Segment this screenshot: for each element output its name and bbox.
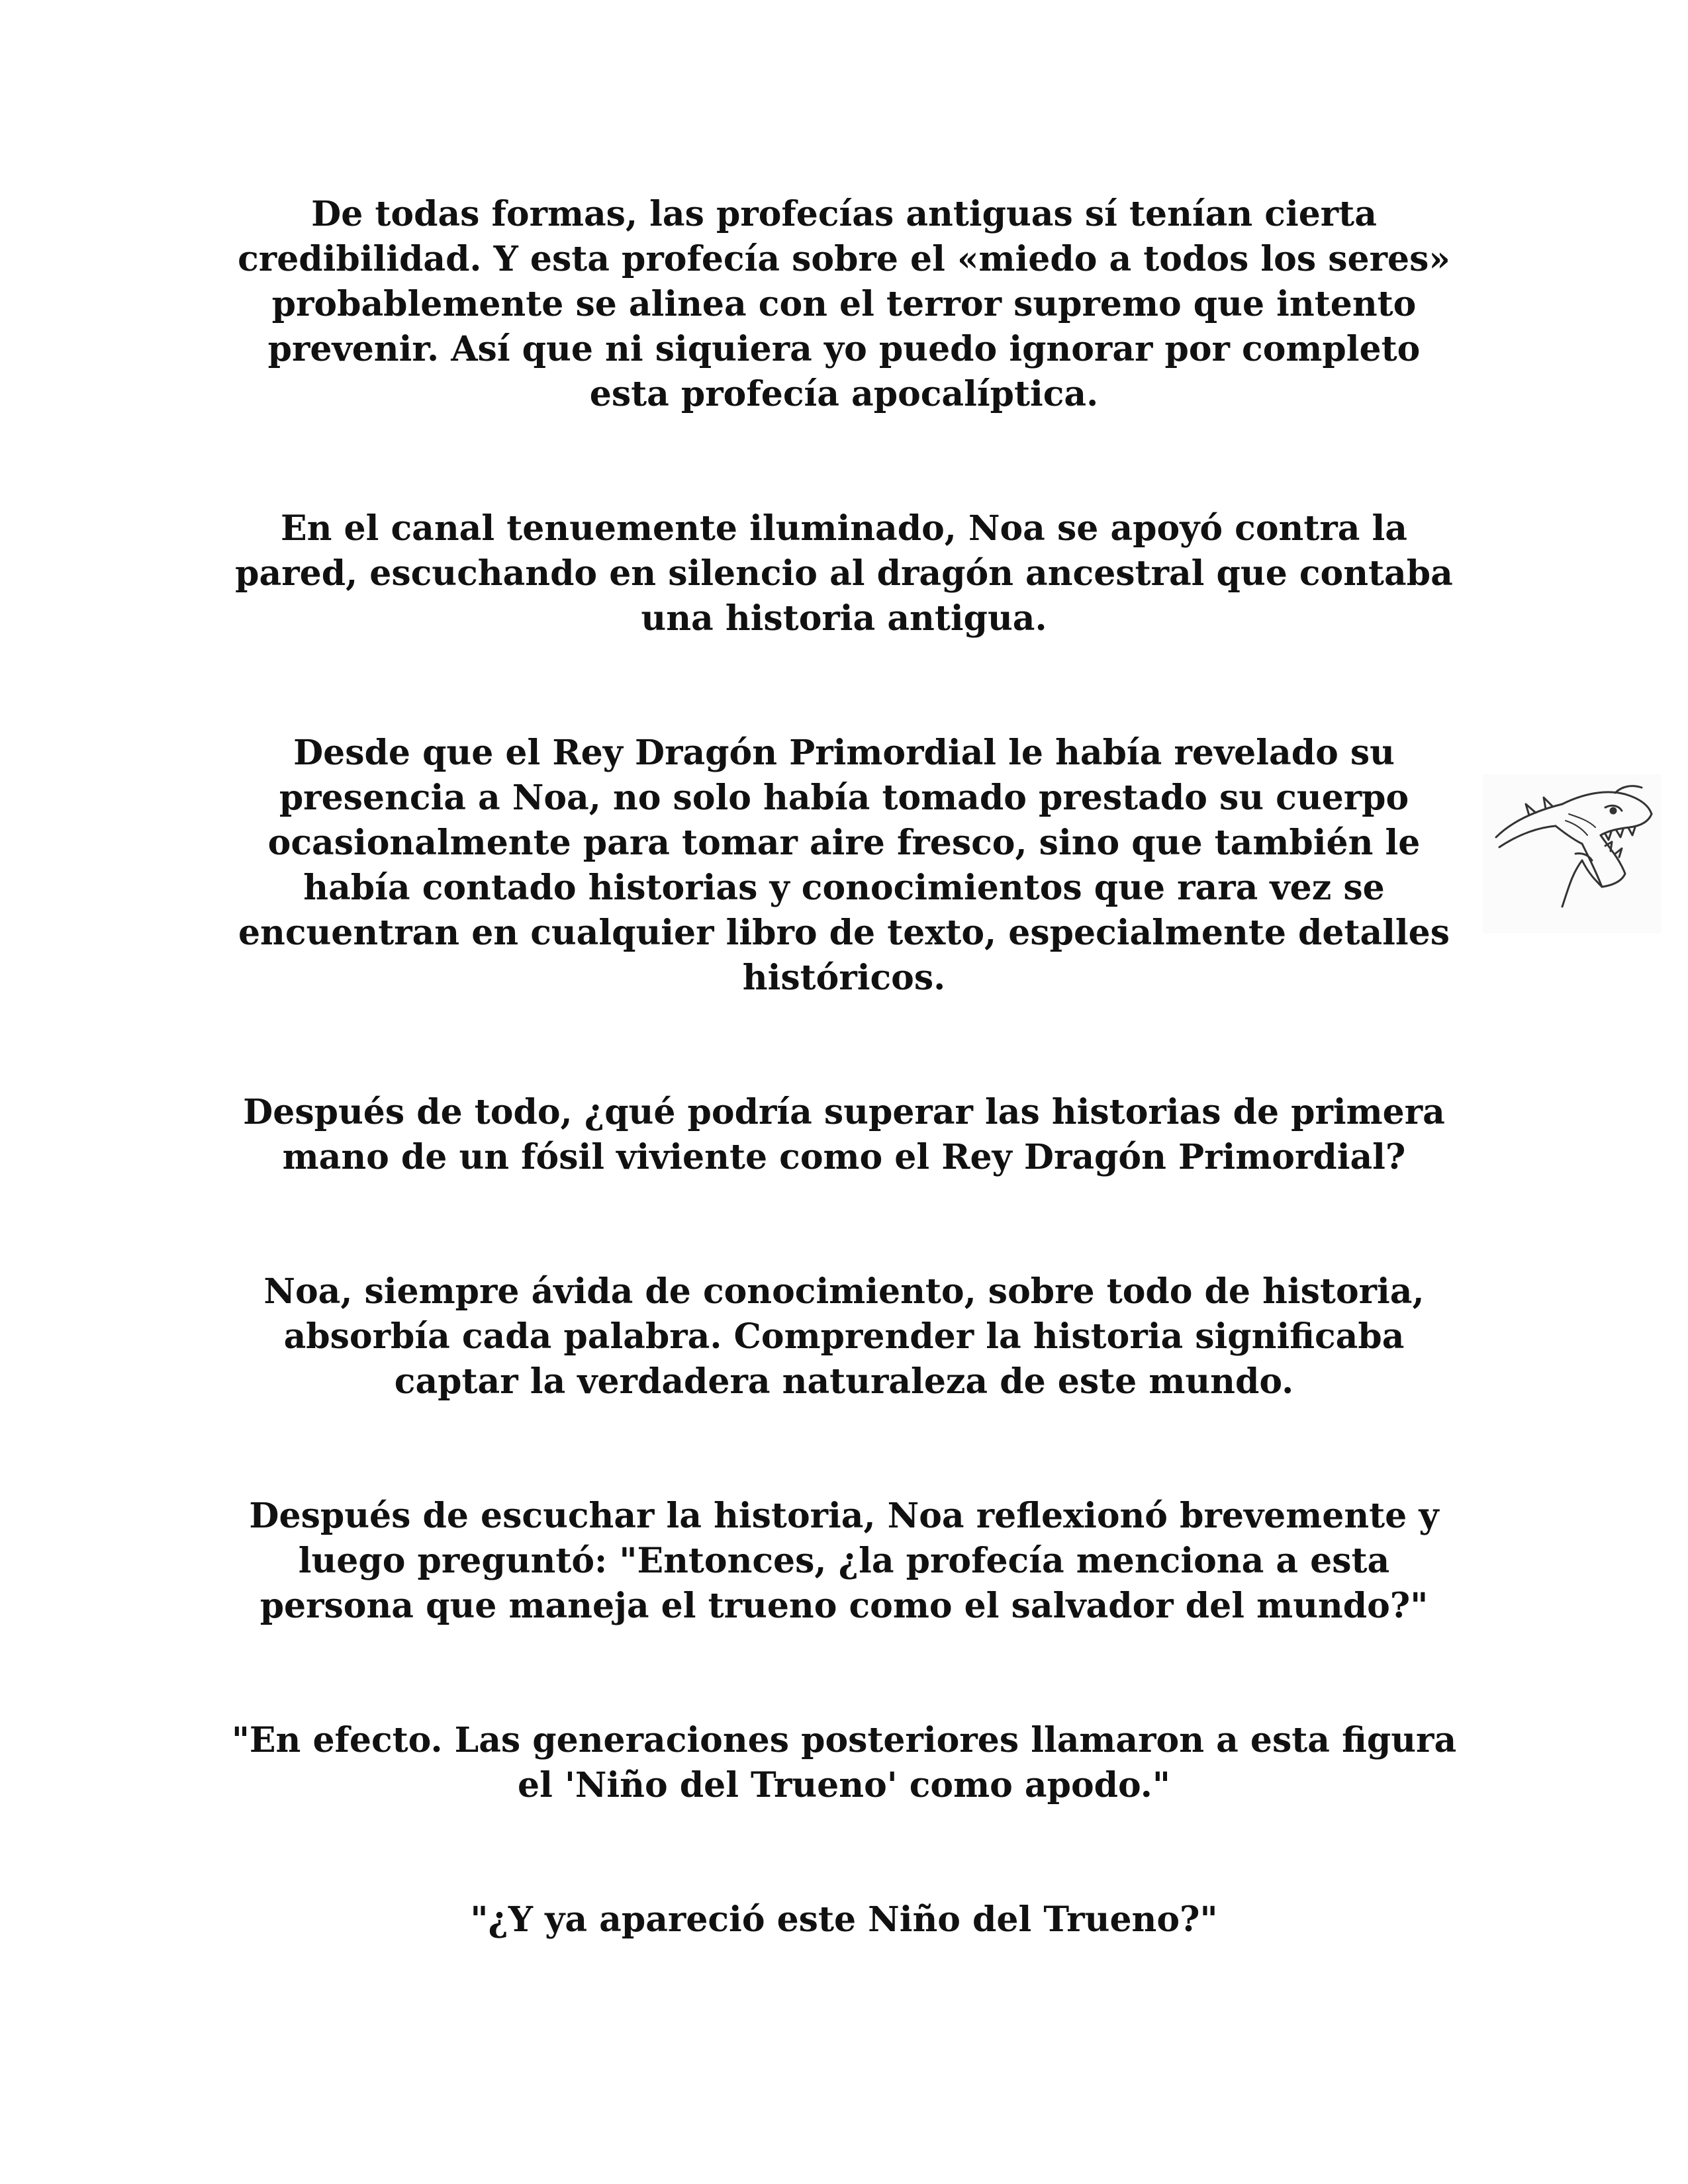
paragraph-3: Desde que el Rey Dragón Primordial le había revelado su presencia a Noa, no solo había tomado prestado su cuerpo ocasionalmente para tomar aire fresco, sino que también le había contado historias y conocimientos que rara vez se encuentran en cualquier libro de texto, especialmente detalles históricos.: [238, 733, 1450, 998]
paragraph-5: Noa, siempre ávida de conocimiento, sobre todo de historia, absorbía cada palabra. Comprender la historia significaba captar la verdadera naturaleza de este mundo.: [263, 1271, 1425, 1402]
paragraph-2: En el canal tenuemente iluminado, Noa se apoyó contra la pared, escuchando en silencio al dragón ancestral que contaba una historia antigua.: [235, 508, 1453, 639]
paragraph-6: Después de escuchar la historia, Noa reflexionó brevemente y luego preguntó: "Entonces, ¿la profecía menciona a esta persona que maneja el trueno como el salvador del mundo?": [249, 1496, 1439, 1626]
dragon-head-sketch-icon: [1483, 774, 1662, 933]
paragraph-4: Después de todo, ¿qué podría superar las historias de primera mano de un fósil viviente como el Rey Dragón Primordial?: [243, 1092, 1445, 1177]
document-body: [225, 192, 1463, 1942]
paragraph-8: "¿Y ya apareció este Niño del Trueno?": [470, 1899, 1218, 1940]
paragraph-1: De todas formas, las profecías antiguas sí tenían cierta credibilidad. Y esta profecía sobre el «miedo a todos los seres» probablemente se alinea con el terror supremo que intento prevenir. Así que ni siquiera yo puedo ignorar por completo esta profecía apocalíptica.: [238, 194, 1450, 414]
paragraph-7: "En efecto. Las generaciones posteriores llamaron a esta figura el 'Niño del Trueno' como apodo.": [231, 1720, 1457, 1805]
